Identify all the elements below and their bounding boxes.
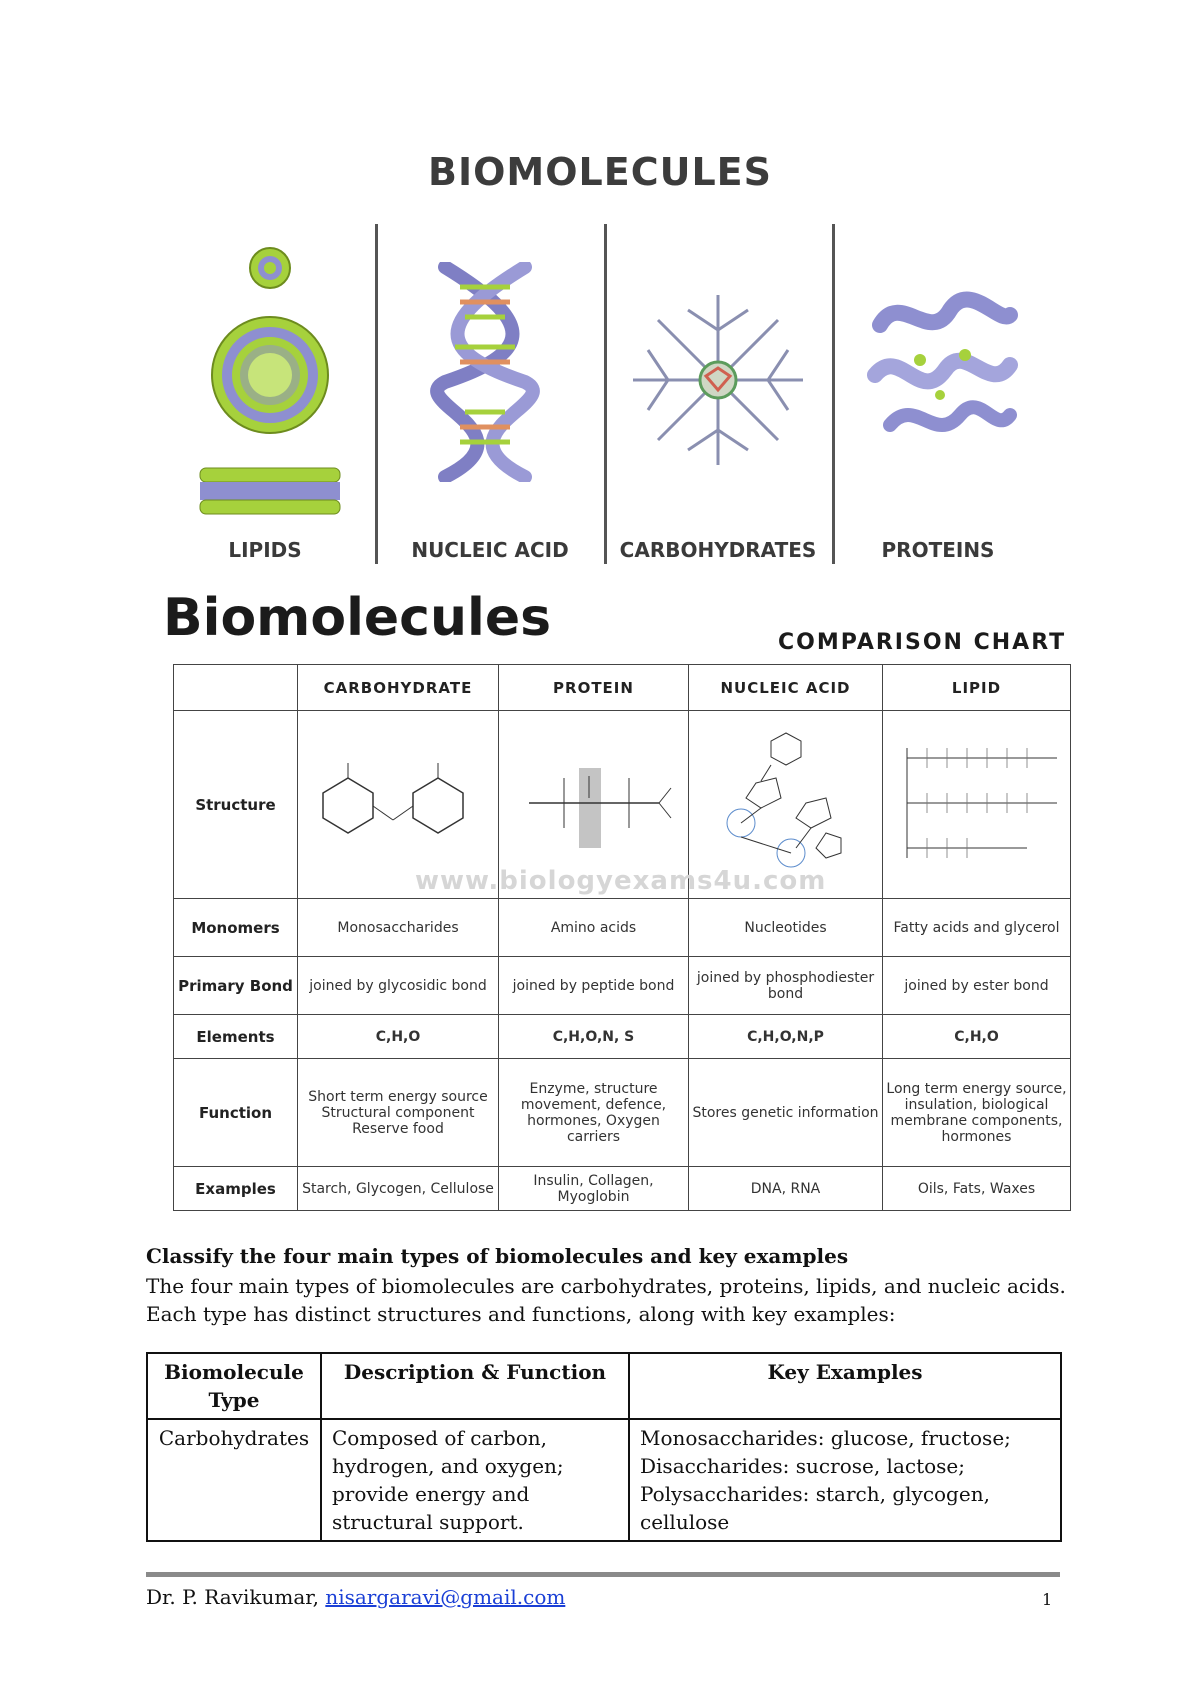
banner-divider <box>832 224 835 564</box>
row-label-structure: Structure <box>174 711 298 899</box>
table-cell: joined by phosphodiester bond <box>689 957 883 1015</box>
table-cell: Starch, Glycogen, Cellulose <box>298 1167 499 1211</box>
watermark: www.biologyexams4u.com <box>415 866 827 896</box>
primary-bond-row <box>174 957 1071 1015</box>
table-cell: Long term energy source, insulation, biological membrane components, hormones <box>883 1059 1071 1167</box>
row-label-function: Function <box>174 1059 298 1167</box>
biomolecule-types-table <box>146 1352 1062 1542</box>
table-cell: joined by peptide bond <box>499 957 689 1015</box>
table-cell: Oils, Fats, Waxes <box>883 1167 1071 1211</box>
examples-row <box>174 1167 1071 1211</box>
table-cell: Nucleotides <box>689 899 883 957</box>
col-header-nucleic-acid: NUCLEIC ACID <box>689 665 883 711</box>
section-heading: Classify the four main types of biomolecules and key examples <box>146 1244 849 1268</box>
table-cell: Monosaccharides <box>298 899 499 957</box>
col-header-protein: PROTEIN <box>499 665 689 711</box>
banner-divider <box>604 224 607 564</box>
table-cell: Short term energy source Structural component Reserve food <box>298 1059 499 1167</box>
row-label-primary-bond: Primary Bond <box>174 957 298 1015</box>
section-paragraph: The four main types of biomolecules are carbohydrates, proteins, lipids, and nucleic acids. Each type has distinct structures and functions, along with key examples: <box>146 1274 1066 1326</box>
banner-label-lipids: LIPIDS <box>228 538 302 562</box>
table-cell: joined by ester bond <box>883 957 1071 1015</box>
glucose-ring-icon <box>308 748 488 858</box>
nucleic-acid-illustration <box>425 262 545 482</box>
doc-header-description: Description & Function <box>321 1353 629 1419</box>
footer-email-link[interactable]: nisargaravi@gmail.com <box>325 1585 566 1609</box>
col-header-lipid: LIPID <box>883 665 1071 711</box>
footer-divider <box>146 1572 1060 1577</box>
banner-divider <box>375 224 378 564</box>
banner-label-carbohydrates: CARBOHYDRATES <box>619 538 817 562</box>
lipid-structure-diagram <box>883 711 1071 899</box>
row-label-examples: Examples <box>174 1167 298 1211</box>
monomers-row <box>174 899 1071 957</box>
table-cell: Monosaccharides: glucose, fructose; Disaccharides: sucrose, lactose; Polysaccharides: starch, glycogen, cellulose <box>629 1419 1061 1541</box>
table-cell: Insulin, Collagen, Myoglobin <box>499 1167 689 1211</box>
table-cell: Composed of carbon, hydrogen, and oxygen; provide energy and structural support. <box>321 1419 629 1541</box>
banner-label-proteins: PROTEINS <box>881 538 995 562</box>
comparison-header-row <box>174 665 1071 711</box>
col-header-carbohydrate: CARBOHYDRATE <box>298 665 499 711</box>
lipids-illustration <box>190 240 360 520</box>
doc-table-header-row <box>147 1353 1061 1419</box>
table-cell: Fatty acids and glycerol <box>883 899 1071 957</box>
table-cell: C,H,O,N,P <box>689 1015 883 1059</box>
table-cell: C,H,O,N, S <box>499 1015 689 1059</box>
table-cell: Amino acids <box>499 899 689 957</box>
comparison-table <box>173 664 1071 1211</box>
triglyceride-icon <box>887 728 1067 878</box>
banner-label-nucleic-acid: NUCLEIC ACID <box>411 538 569 562</box>
footer-author <box>146 1585 565 1609</box>
elements-row <box>174 1015 1071 1059</box>
chart-title: Biomolecules <box>163 588 552 648</box>
nucleotide-chain-icon <box>716 723 856 883</box>
table-cell: Carbohydrates <box>147 1419 321 1541</box>
page-number: 1 <box>1042 1590 1053 1609</box>
table-cell: Enzyme, structure movement, defence, hormones, Oxygen carriers <box>499 1059 689 1167</box>
comparison-corner <box>174 665 298 711</box>
banner-title: BIOMOLECULES <box>428 150 772 194</box>
doc-header-type: Biomolecule Type <box>147 1353 321 1419</box>
table-cell: C,H,O <box>883 1015 1071 1059</box>
carbohydrates-illustration <box>628 290 808 470</box>
table-cell: DNA, RNA <box>689 1167 883 1211</box>
table-row <box>147 1419 1061 1541</box>
peptide-bond-icon <box>509 748 679 858</box>
table-cell: Stores genetic information <box>689 1059 883 1167</box>
doc-header-examples: Key Examples <box>629 1353 1061 1419</box>
row-label-monomers: Monomers <box>174 899 298 957</box>
table-cell: joined by glycosidic bond <box>298 957 499 1015</box>
proteins-illustration <box>860 285 1020 445</box>
chart-subtitle: COMPARISON CHART <box>778 630 1067 655</box>
footer-author-name: Dr. P. Ravikumar, <box>146 1585 319 1609</box>
row-label-elements: Elements <box>174 1015 298 1059</box>
function-row <box>174 1059 1071 1167</box>
table-cell: C,H,O <box>298 1015 499 1059</box>
